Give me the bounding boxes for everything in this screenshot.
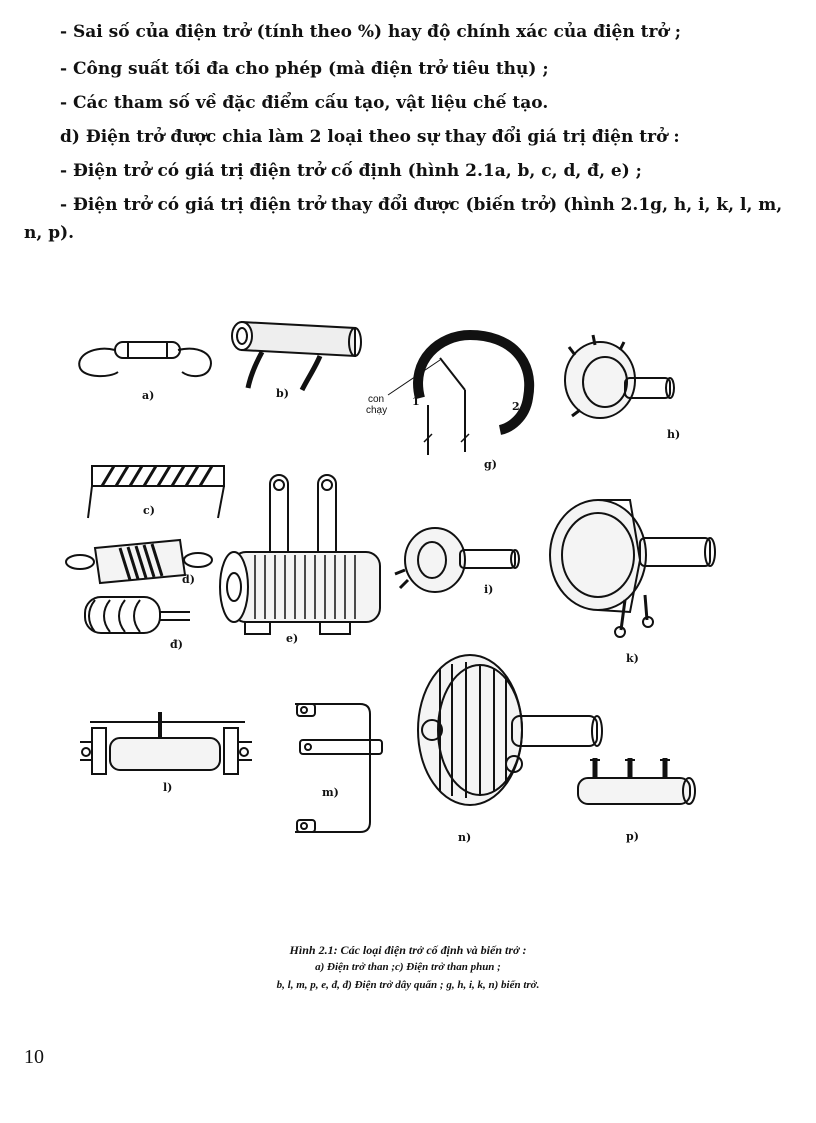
paragraph-tolerance: - Sai số của điện trở (tính theo %) hay độ chính xác của điện trở ; xyxy=(60,22,681,42)
paragraph-power: - Công suất tối đa cho phép (mà điện trở tiêu thụ) ; xyxy=(60,59,549,79)
paragraph-fixed-resistor: - Điện trở có giá trị điện trở cố định (hình 2.1a, b, c, d, đ, e) ; xyxy=(60,161,642,181)
resistor-a-illustration xyxy=(79,342,211,376)
resistor-l-illustration xyxy=(80,712,252,774)
label-g: g) xyxy=(484,458,497,471)
label-h: h) xyxy=(667,428,681,441)
label-l: l) xyxy=(163,781,173,794)
label-a: a) xyxy=(142,389,155,402)
potentiometer-k-illustration xyxy=(550,500,715,637)
resistor-dd-illustration xyxy=(85,597,190,633)
label-e: e) xyxy=(286,632,299,645)
label-d: d) xyxy=(182,573,195,586)
label-c: c) xyxy=(143,504,155,517)
resistor-e-illustration xyxy=(220,475,380,634)
figure-caption-title: Hình 2.1: Các loại điện trở cố định và biến trở : xyxy=(289,943,527,957)
figure-caption-line2: a) Điện trở than ;c) Điện trở than phun ; xyxy=(315,961,501,973)
rheostat-p-illustration xyxy=(578,758,695,804)
label-chay: chạy xyxy=(366,405,388,416)
label-terminal-1: 1 xyxy=(412,395,420,408)
paragraph-classification: d) Điện trở được chia làm 2 loại theo sự thay đổi giá trị điện trở : xyxy=(60,127,680,147)
resistor-c-illustration xyxy=(88,466,224,518)
figure-caption-line3: b, l, m, p, e, đ, đ) Điện trở dây quấn ; g, h, i, k, n) biến trở. xyxy=(276,979,540,991)
potentiometer-i-illustration xyxy=(395,528,519,592)
label-b: b) xyxy=(276,387,289,400)
potentiometer-h-illustration xyxy=(565,335,674,418)
paragraph-variable-resistor: - Điện trở có giá trị điện trở thay đổi được (biến trở) (hình 2.1g, h, i, k, l, m, n, p). xyxy=(24,195,783,243)
label-n: n) xyxy=(458,831,472,844)
paragraph-structure: - Các tham số về đặc điểm cấu tạo, vật liệu chế tạo. xyxy=(60,93,549,113)
resistor-b-illustration xyxy=(232,322,361,390)
page-number: 10 xyxy=(24,1046,44,1068)
label-k: k) xyxy=(626,652,639,665)
label-p: p) xyxy=(626,830,639,843)
resistor-m-illustration xyxy=(295,704,382,832)
label-con: con xyxy=(368,394,385,405)
label-dd: đ) xyxy=(170,638,183,651)
resistor-figure xyxy=(0,290,816,870)
rheostat-n-illustration xyxy=(418,655,602,805)
label-i: i) xyxy=(484,583,494,596)
label-terminal-2: 2 xyxy=(512,400,520,413)
label-m: m) xyxy=(322,786,339,799)
potentiometer-g-illustration xyxy=(388,335,529,455)
